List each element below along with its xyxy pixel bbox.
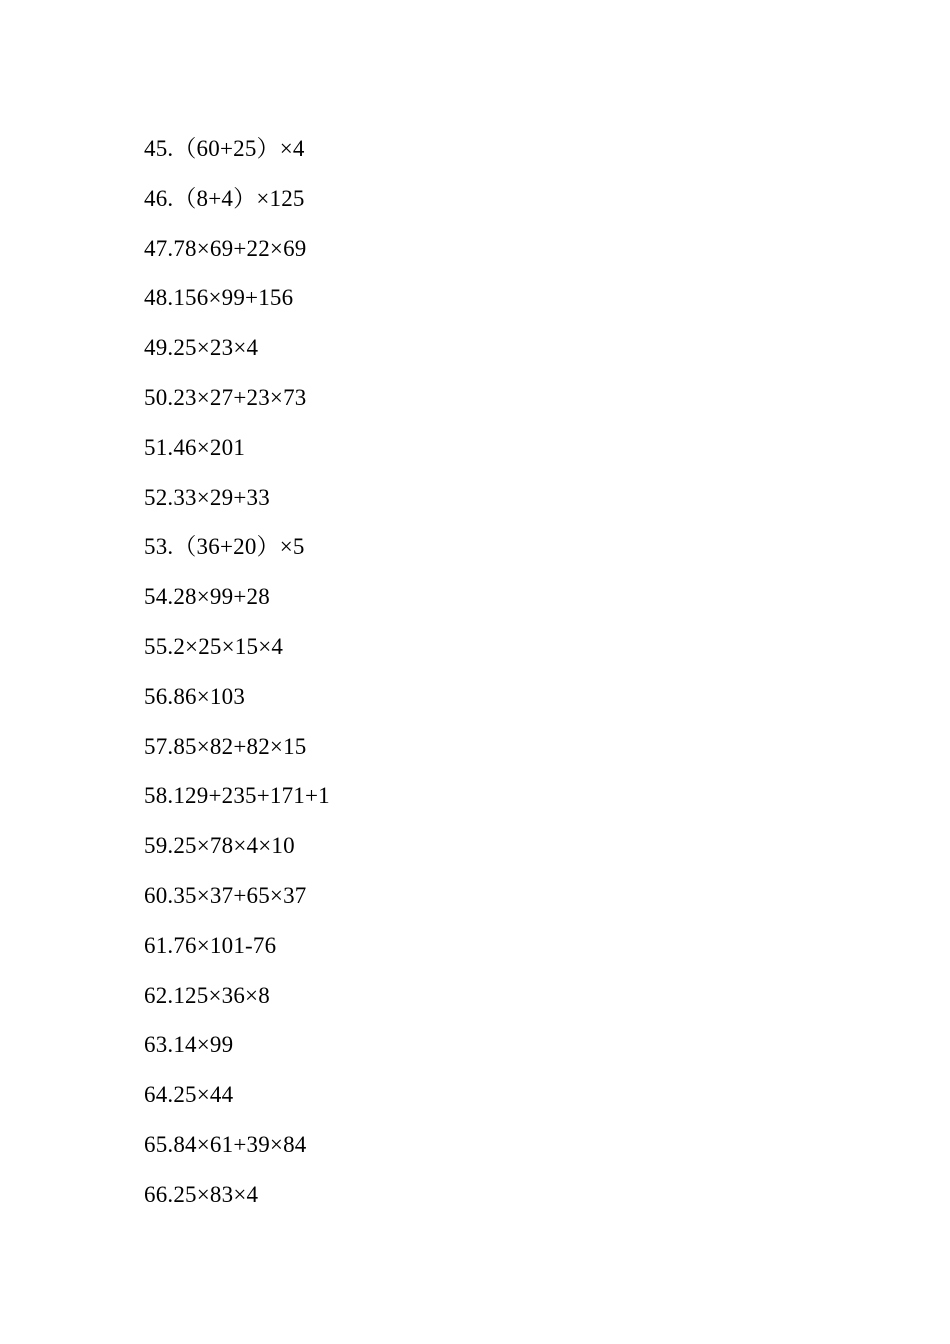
problem-item: 63.14×99: [144, 1032, 234, 1058]
problem-item: 52.33×29+33: [144, 484, 270, 510]
problem-item: 50.23×27+23×73: [144, 384, 307, 410]
problem-item: 49.25×23×4: [144, 335, 259, 361]
problem-item: 60.35×37+65×37: [144, 882, 307, 908]
problem-item: 48.156×99+156: [144, 285, 294, 311]
problem-item: 46.（8+4）×125: [144, 185, 305, 211]
problem-item: 54.28×99+28: [144, 584, 270, 610]
problem-item: 66.25×83×4: [144, 1181, 259, 1207]
problem-item: 58.129+235+171+1: [144, 783, 330, 809]
problem-item: 47.78×69+22×69: [144, 235, 307, 261]
problem-item: 62.125×36×8: [144, 982, 270, 1008]
problem-item: 53.（36+20）×5: [144, 534, 305, 560]
problem-item: 56.86×103: [144, 683, 246, 709]
problem-item: 61.76×101-76: [144, 932, 277, 958]
problem-list: [144, 133, 330, 1229]
problem-item: 57.85×82+82×15: [144, 733, 307, 759]
problem-item: 51.46×201: [144, 434, 246, 460]
problem-item: 64.25×44: [144, 1082, 234, 1108]
problem-item: 45.（60+25）×4: [144, 136, 305, 161]
problem-item: 55.2×25×15×4: [144, 633, 284, 659]
problem-item: 65.84×61+39×84: [144, 1131, 307, 1157]
problem-item: 59.25×78×4×10: [144, 833, 295, 859]
